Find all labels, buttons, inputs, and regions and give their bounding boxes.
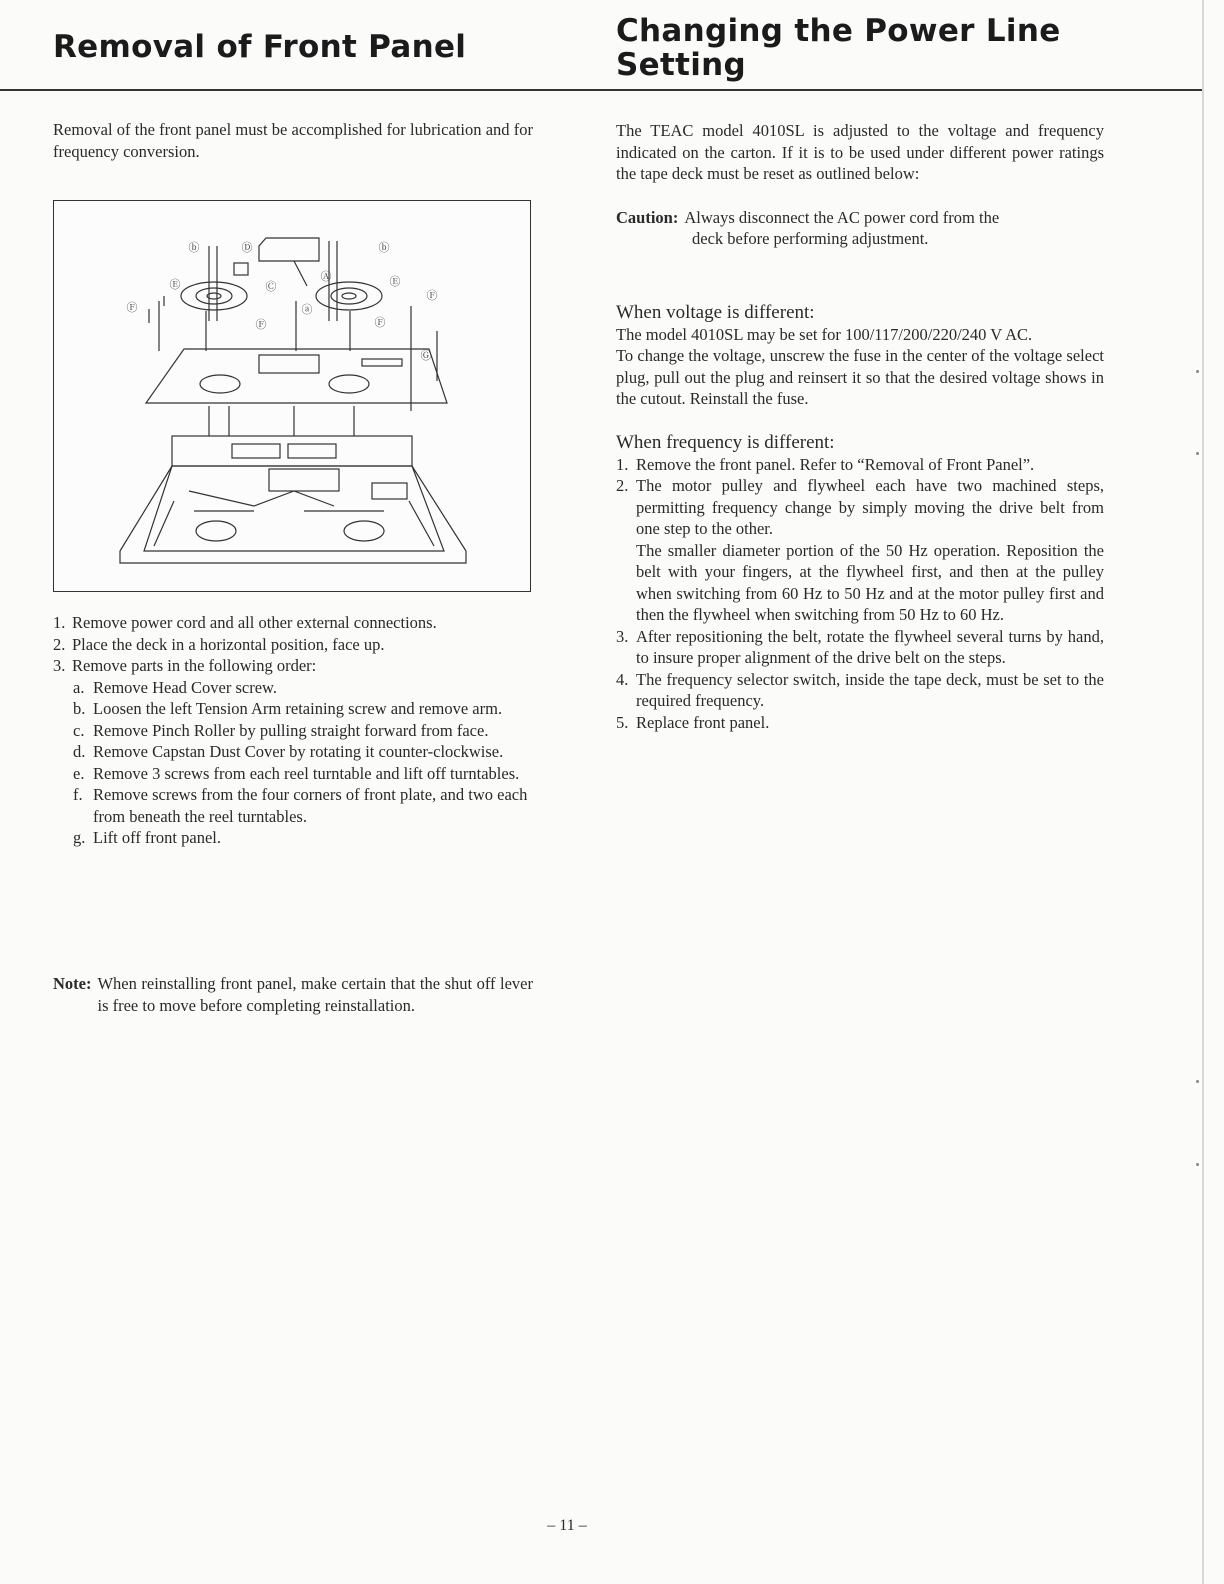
- deck-diagram: [54, 201, 530, 591]
- list-item: 2. The motor pulley and flywheel each have two machined steps, permitting frequency change by simply moving the drive belt from one step to the other.: [616, 476, 1104, 538]
- right-column: [616, 120, 1104, 733]
- list-item: 3. After repositioning the belt, rotate the flywheel several turns by hand, to insure proper alignment of the drive belt on the steps.: [616, 626, 1104, 667]
- caution-label: Caution:: [616, 207, 679, 227]
- frequency-heading: When frequency is different:: [616, 431, 835, 453]
- callout-b-right: ⓑ: [378, 241, 390, 254]
- callout-e-right: Ⓔ: [389, 275, 401, 288]
- callout-a-lower: ⓐ: [301, 303, 313, 316]
- list-item: a. Remove Head Cover screw.: [73, 677, 278, 697]
- list-item: c. Remove Pinch Roller by pulling straight forward from face.: [73, 720, 489, 740]
- scan-mark: [1196, 1080, 1199, 1083]
- list-item: b. Loosen the left Tension Arm retaining screw and remove arm.: [73, 699, 503, 718]
- callout-f-outer-left: Ⓕ: [126, 301, 138, 314]
- header-rule: [0, 89, 1202, 91]
- page-number: – 11 –: [547, 1517, 587, 1534]
- caution-line-1: Always disconnect the AC power cord from the: [684, 207, 1000, 227]
- left-column: [53, 119, 533, 849]
- list-item: d. Remove Capstan Dust Cover by rotating it counter-clockwise.: [73, 742, 504, 761]
- list-item: 1. Remove power cord and all other external connections.: [53, 613, 437, 632]
- voltage-paragraph-1: The model 4010SL may be set for 100/117/200/220/240 V AC.: [616, 324, 1033, 344]
- frequency-steps: [616, 454, 1104, 734]
- list-item: 1. Remove the front panel. Refer to “Removal of Front Panel”.: [616, 454, 1035, 474]
- removal-substeps: [53, 677, 533, 849]
- caution-block: [616, 207, 1104, 250]
- callout-f-outer-right: Ⓕ: [426, 289, 438, 302]
- callout-b-left: ⓑ: [188, 241, 200, 254]
- callout-f-inner-right: Ⓕ: [374, 316, 386, 329]
- caution-line-2: deck before performing adjustment.: [692, 229, 929, 248]
- list-item: e. Remove 3 screws from each reel turntable and lift off turntables.: [73, 763, 520, 783]
- callout-c: Ⓒ: [265, 280, 277, 293]
- note-text: When reinstalling front panel, make certain that the shut off lever is free to move before completing reinstallation.: [97, 974, 533, 1015]
- left-intro: Removal of the front panel must be accomplished for lubrication and for frequency conversion.: [53, 120, 533, 161]
- note-block: [53, 973, 533, 1016]
- front-plate-shape: [146, 349, 447, 403]
- callout-d: Ⓓ: [241, 241, 253, 254]
- callout-g: Ⓖ: [420, 349, 432, 362]
- right-intro: The TEAC model 4010SL is adjusted to the voltage and frequency indicated on the carton. If it is to be used under different power ratings the tape deck must be reset as outlined below:: [616, 121, 1104, 183]
- scan-mark: [1196, 452, 1199, 455]
- callout-e-left: Ⓔ: [169, 278, 181, 291]
- list-item: The smaller diameter portion of the 50 Hz operation. Reposition the belt with your fingers, at the flywheel first, and then at the pulley when switching from 60 Hz to 50 Hz and at the motor pulley first and then the flywheel when switching from 50 Hz to 60 Hz.: [636, 540, 1104, 624]
- callout-a-upper: Ⓐ: [320, 270, 332, 283]
- note-label: Note:: [53, 974, 92, 993]
- page-edge: [1202, 0, 1204, 1584]
- scan-mark: [1196, 370, 1199, 373]
- list-item: 2. Place the deck in a horizontal position, face up.: [53, 634, 385, 654]
- list-item: f. Remove screws from the four corners of front plate, and two each from beneath the reel turntables.: [73, 785, 528, 826]
- removal-steps: [53, 612, 533, 677]
- list-item: g. Lift off front panel.: [73, 828, 221, 847]
- list-item: 5. Replace front panel.: [616, 712, 770, 732]
- callout-f-inner-left: Ⓕ: [255, 318, 267, 331]
- scan-mark: [1196, 1163, 1199, 1166]
- list-item: 3. Remove parts in the following order:: [53, 656, 317, 675]
- page-title-left: Removal of Front Panel: [53, 29, 467, 65]
- page-title-right: Changing the Power Line Setting: [616, 13, 1061, 83]
- voltage-heading: When voltage is different:: [616, 301, 815, 323]
- voltage-paragraph-2: To change the voltage, unscrew the fuse in the center of the voltage select plug, pull out the plug and reinsert it so that the desired voltage shows in the cutout. Reinstall the fuse.: [616, 346, 1104, 408]
- exploded-view-figure: [53, 200, 531, 592]
- list-item: 4. The frequency selector switch, inside the tape deck, must be set to the required frequency.: [616, 669, 1104, 710]
